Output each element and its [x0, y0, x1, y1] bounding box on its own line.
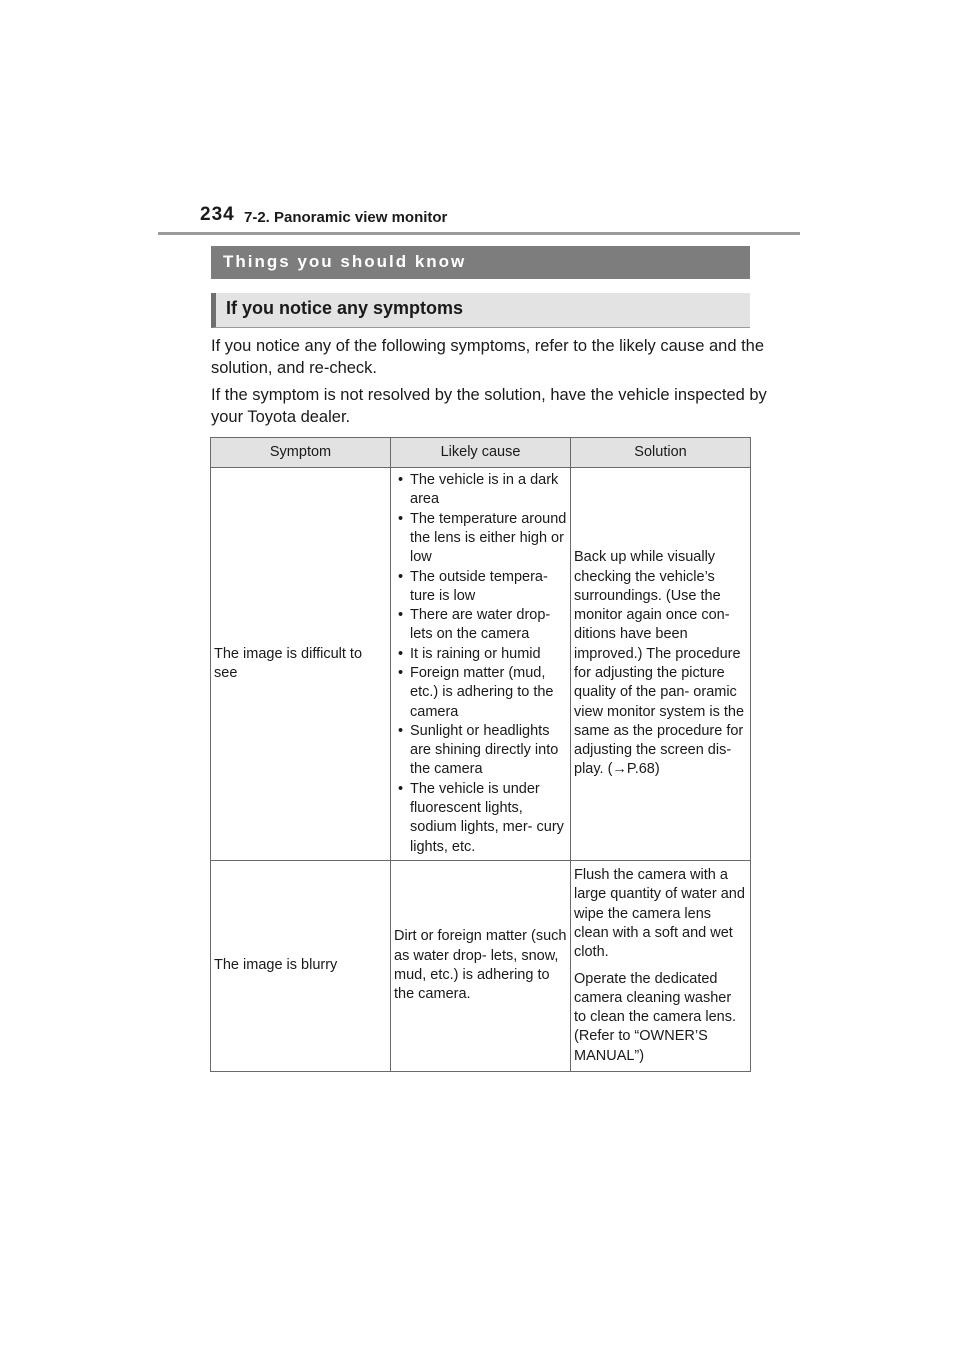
symptom-cell: The image is difficult to see: [211, 468, 391, 861]
page-number: 234: [200, 204, 235, 225]
cause-item: • Sunlight or headlights are shining directly into the camera: [394, 722, 567, 780]
cause-cell: Dirt or foreign matter (such as water drop- lets, snow, mud, etc.) is adhering to the camera.: [391, 861, 571, 1072]
solution-cell: [571, 468, 751, 861]
symptoms-subheader: [211, 293, 750, 328]
table-header-row: [211, 438, 751, 468]
header-solution: Solution: [571, 438, 751, 468]
cause-item: • The temperature around the lens is either high or low: [394, 510, 567, 568]
cause-item: • Foreign matter (mud, etc.) is adhering to the camera: [394, 664, 567, 722]
header-divider: [158, 232, 800, 235]
banner-title: Things you should know: [223, 252, 467, 271]
intro-paragraph-1: If you notice any of the following symptoms, refer to the likely cause and the solution, and re-check.: [211, 337, 765, 377]
cause-list: [394, 471, 567, 857]
cause-item: • There are water drop- lets on the camera: [394, 606, 567, 645]
solution-text: Flush the camera with a large quantity of water and wipe the camera lens clean with a soft and wet cloth.: [574, 867, 745, 961]
cause-item: • The vehicle is in a dark area: [394, 471, 567, 510]
table-row: [211, 861, 751, 1072]
cause-cell: [391, 468, 571, 861]
symptom-cell: The image is blurry: [211, 861, 391, 1072]
section-title: 7-2. Panoramic view monitor: [244, 209, 448, 226]
header-likely-cause: Likely cause: [391, 438, 571, 468]
cause-item: • The vehicle is under fluorescent lights, sodium lights, mer- cury lights, etc.: [394, 780, 567, 857]
troubleshooting-table: [210, 437, 751, 1072]
table-row: [211, 468, 751, 861]
cause-item: • It is raining or humid: [394, 645, 567, 664]
things-you-should-know-banner: [211, 246, 750, 279]
solution-text: Back up while visually checking the vehicle’s surroundings. (Use the monitor again once con- ditions have been improved.) The procedure for adjusting the picture quality of the pan- oramic view monitor system is the same as the procedure for adjusting the screen dis- play. (→P.68): [574, 549, 745, 778]
cause-item: • The outside tempera- ture is low: [394, 568, 567, 607]
solution-text: Operate the dedicated camera cleaning washer to clean the camera lens. (Refer to “OWNER’S MANUAL”): [574, 970, 737, 1064]
header-symptom: Symptom: [211, 438, 391, 468]
subheader-title: If you notice any symptoms: [226, 298, 464, 318]
intro-paragraph-2: If the symptom is not resolved by the solution, have the vehicle inspected by your Toyota dealer.: [211, 386, 767, 426]
solution-cell: [571, 861, 751, 1072]
